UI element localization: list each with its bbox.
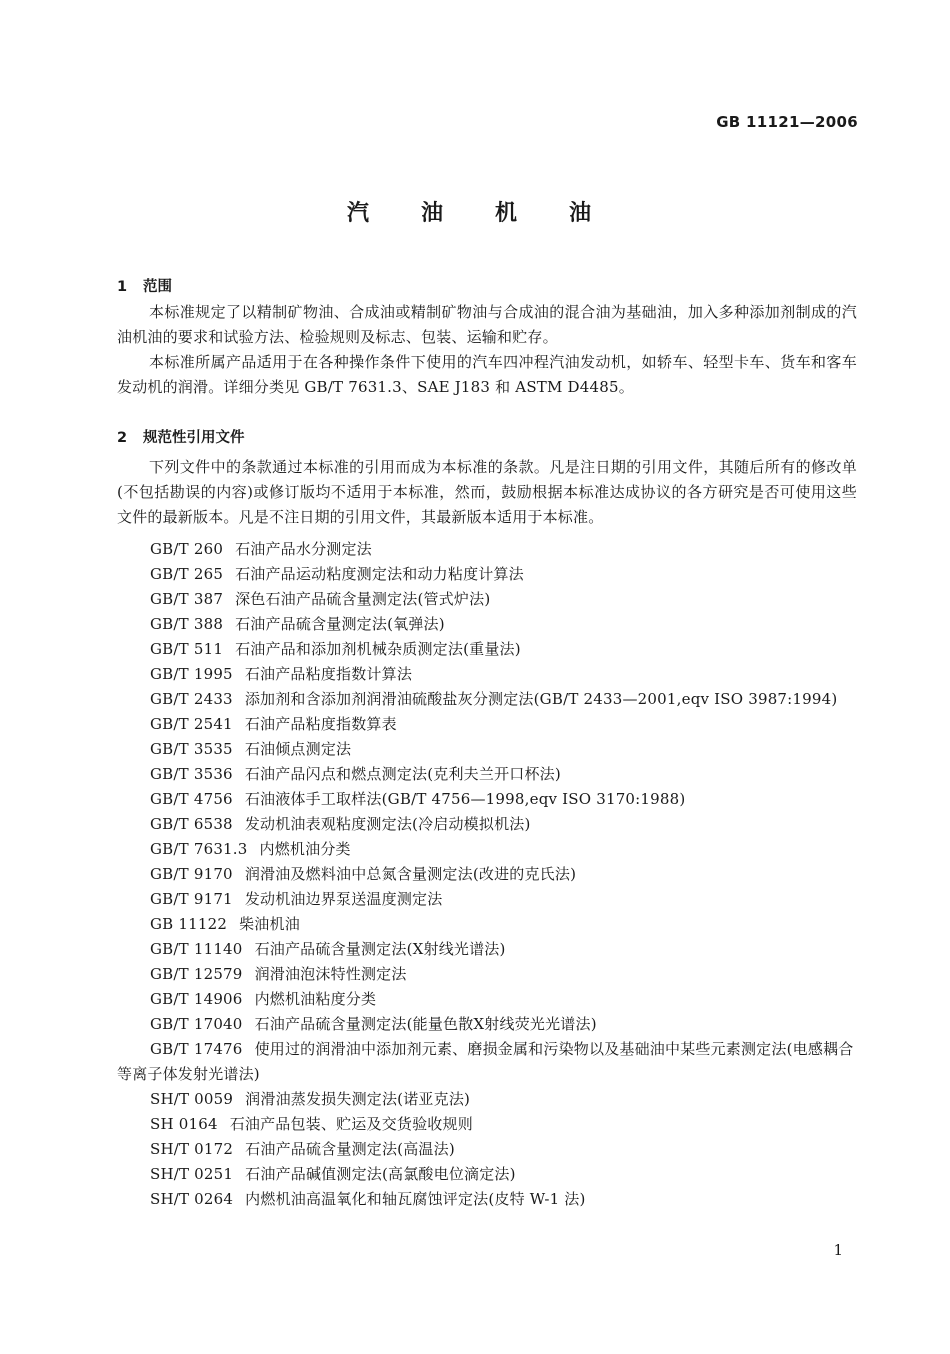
reference-code: GB/T 7631.3	[150, 840, 248, 858]
section-title: 规范性引用文件	[143, 430, 245, 446]
reference-item	[117, 837, 862, 862]
section-number: 2	[117, 430, 128, 446]
reference-code: GB/T 1995	[150, 665, 233, 683]
reference-title: 石油产品硫含量测定法(氧弹法)	[235, 615, 445, 633]
reference-title: 石油产品硫含量测定法(X射线光谱法)	[254, 940, 506, 958]
reference-code: SH/T 0264	[150, 1190, 234, 1208]
reference-title: 润滑油泡沫特性测定法	[254, 965, 407, 983]
reference-item	[117, 937, 862, 962]
reference-code: GB/T 265	[150, 565, 224, 583]
reference-item	[117, 987, 862, 1012]
reference-code: GB/T 12579	[150, 965, 243, 983]
reference-item	[117, 887, 862, 912]
reference-code: SH/T 0172	[150, 1140, 234, 1158]
reference-item	[117, 1087, 862, 1112]
reference-title: 石油产品和添加剂机械杂质测定法(重量法)	[235, 640, 521, 658]
reference-title: 石油产品碱值测定法(高氯酸电位滴定法)	[245, 1165, 516, 1183]
reference-code: GB/T 14906	[150, 990, 243, 1008]
reference-item	[117, 862, 862, 887]
reference-title: 发动机油表观粘度测定法(冷启动模拟机法)	[244, 815, 531, 833]
reference-title: 石油产品闪点和燃点测定法(克利夫兰开口杯法)	[244, 765, 561, 783]
reference-code: GB/T 11140	[150, 940, 243, 958]
reference-code: GB/T 4756	[150, 790, 233, 808]
reference-title: 石油产品水分测定法	[235, 540, 372, 558]
reference-title: 石油液体手工取样法(GB/T 4756—1998,eqv ISO 3170:1988)	[244, 790, 686, 808]
reference-item	[117, 912, 862, 937]
reference-code: GB/T 17476	[150, 1040, 243, 1058]
reference-title: 石油倾点测定法	[244, 740, 352, 758]
reference-code: GB/T 260	[150, 540, 224, 558]
reference-title: 石油产品包装、贮运及交货验收规则	[229, 1115, 473, 1133]
reference-item	[117, 1037, 862, 1087]
reference-item	[117, 662, 862, 687]
reference-title: 添加剂和含添加剂润滑油硫酸盐灰分测定法(GB/T 2433—2001,eqv ISO 3987:1994)	[244, 690, 838, 708]
reference-code: GB/T 9171	[150, 890, 233, 908]
reference-item	[117, 1187, 862, 1212]
references-intro-paragraph: 下列文件中的条款通过本标准的引用而成为本标准的条款。凡是注日期的引用文件，其随后所有的修改单(不包括勘误的内容)或修订版均不适用于本标准，然而，鼓励根据本标准达成协议的各方研究是否可使用这些文件的最新版本。凡是不注日期的引用文件，其最新版本适用于本标准。	[117, 458, 857, 526]
reference-title: 石油产品粘度指数计算法	[244, 665, 413, 683]
reference-item	[117, 537, 862, 562]
reference-item	[117, 712, 862, 737]
reference-code: SH/T 0251	[150, 1165, 234, 1183]
section-number: 1	[117, 279, 128, 295]
reference-title: 石油产品运动粘度测定法和动力粘度计算法	[235, 565, 524, 583]
reference-title: 深色石油产品硫含量测定法(管式炉法)	[235, 590, 491, 608]
reference-code: GB/T 387	[150, 590, 224, 608]
reference-title: 内燃机油粘度分类	[254, 990, 377, 1008]
reference-code: GB/T 17040	[150, 1015, 243, 1033]
reference-item	[117, 962, 862, 987]
reference-list	[117, 537, 862, 1212]
reference-title: 石油产品硫含量测定法(高温法)	[245, 1140, 455, 1158]
reference-code: GB/T 6538	[150, 815, 233, 833]
reference-item	[117, 687, 862, 712]
reference-code: GB 11122	[150, 915, 228, 933]
scope-paragraph-2: 本标准所属产品适用于在各种操作条件下使用的汽车四冲程汽油发动机，如轿车、轻型卡车、货车和客车发动机的润滑。详细分类见 GB/T 7631.3、SAE J183 和 ASTM D4485。	[117, 353, 857, 396]
reference-item	[117, 1112, 862, 1137]
reference-code: GB/T 2433	[150, 690, 233, 708]
reference-code: GB/T 9170	[150, 865, 233, 883]
document-title: 汽油机油	[346, 201, 643, 226]
reference-item	[117, 787, 862, 812]
reference-code: GB/T 511	[150, 640, 224, 658]
document-code: GB 11121—2006	[716, 113, 858, 131]
section-heading-scope	[117, 275, 172, 296]
reference-title: 内燃机油分类	[259, 840, 351, 858]
reference-item	[117, 1162, 862, 1187]
reference-item	[117, 1137, 862, 1162]
reference-code: SH/T 0059	[150, 1090, 234, 1108]
section-heading-references	[117, 426, 245, 447]
reference-item	[117, 762, 862, 787]
reference-title: 润滑油蒸发损失测定法(诺亚克法)	[245, 1090, 471, 1108]
reference-code: GB/T 388	[150, 615, 224, 633]
reference-title: 石油产品硫含量测定法(能量色散X射线荧光光谱法)	[254, 1015, 597, 1033]
reference-item	[117, 637, 862, 662]
reference-item	[117, 737, 862, 762]
reference-item	[117, 812, 862, 837]
reference-code: GB/T 2541	[150, 715, 233, 733]
reference-item	[117, 562, 862, 587]
reference-title: 柴油机油	[239, 915, 300, 933]
reference-item	[117, 587, 862, 612]
scope-paragraph-1: 本标准规定了以精制矿物油、合成油或精制矿物油与合成油的混合油为基础油，加入多种添加剂制成的汽油机油的要求和试验方法、检验规则及标志、包装、运输和贮存。	[117, 303, 857, 346]
reference-title: 石油产品粘度指数算表	[244, 715, 397, 733]
reference-title: 发动机油边界泵送温度测定法	[244, 890, 443, 908]
reference-item	[117, 1012, 862, 1037]
page-number: 1	[833, 1241, 843, 1259]
reference-title: 使用过的润滑油中添加剂元素、磨损金属和污染物以及基础油中某些元素测定法(电感耦合等离子体发射光谱法)	[117, 1040, 854, 1083]
reference-title: 润滑油及燃料油中总氮含量测定法(改进的克氏法)	[244, 865, 577, 883]
reference-code: GB/T 3536	[150, 765, 233, 783]
reference-code: GB/T 3535	[150, 740, 233, 758]
reference-code: SH 0164	[150, 1115, 218, 1133]
section-title: 范围	[143, 279, 172, 295]
reference-item	[117, 612, 862, 637]
reference-title: 内燃机油高温氧化和轴瓦腐蚀评定法(皮特 W-1 法)	[245, 1190, 586, 1208]
